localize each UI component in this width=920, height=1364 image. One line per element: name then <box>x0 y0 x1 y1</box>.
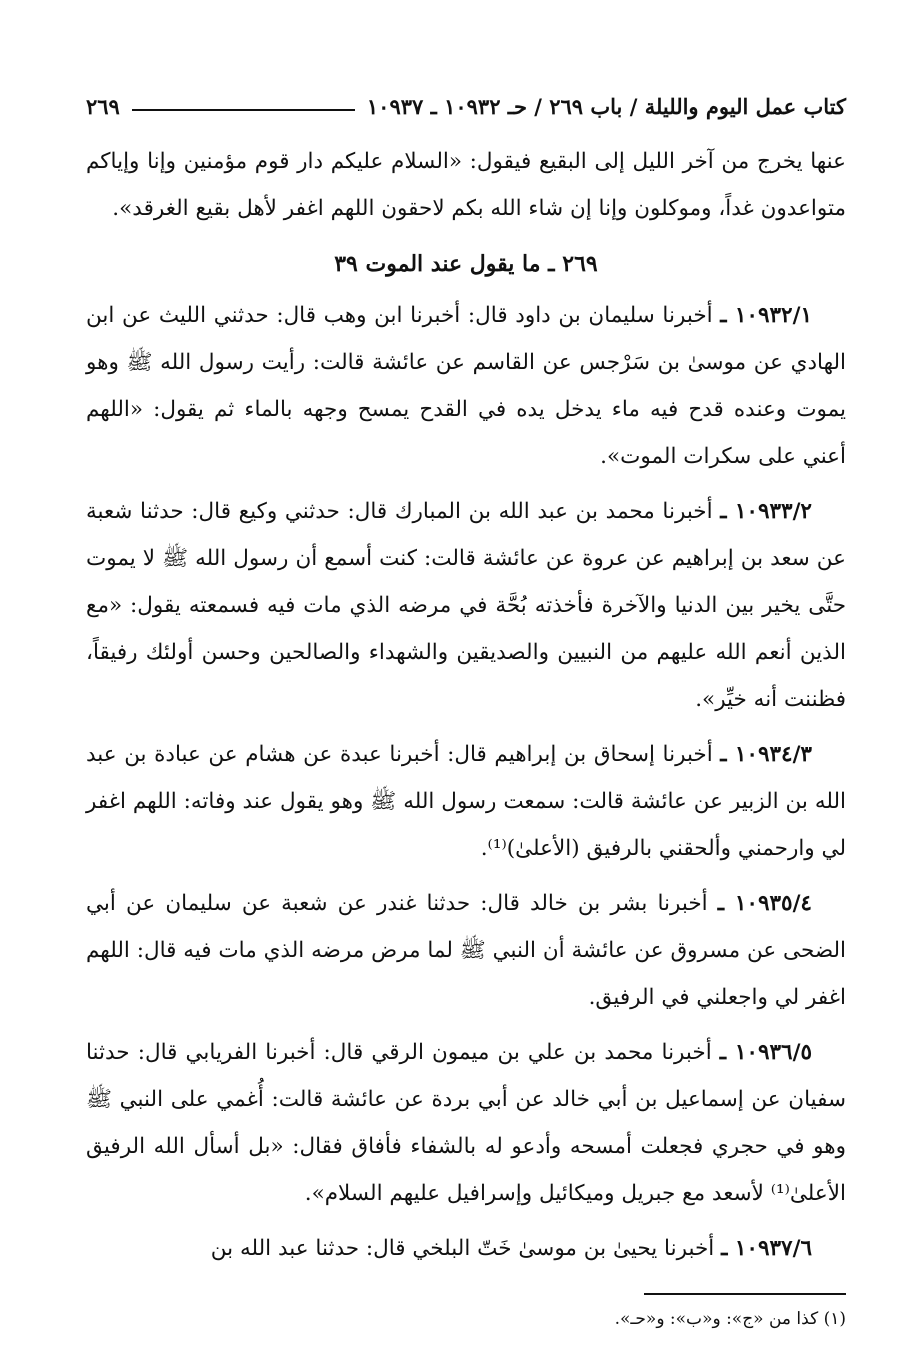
page-body <box>86 88 846 1272</box>
hadith-number: ١٠٩٣٤/٣ ـ <box>720 742 812 767</box>
hadith-text: أخبرنا إسحاق بن إبراهيم قال: أخبرنا عبدة عن هشام عن عبادة بن عبد الله بن الزبير عن عائشة قالت: سمعت رسول الله ﷺ وهو يقول عند وفاته: اللهم اغفر لي وارحمني وألحقني بالرفيق (الأعلىٰ)⁽¹⁾. <box>86 742 846 861</box>
hadith-text: أخبرنا بشر بن خالد قال: حدثنا غندر عن شعبة عن سليمان عن أبي الضحى عن مسروق عن عائشة أن النبي ﷺ لما مرض مرضه الذي مات فيه قال: اللهم اغفر لي واجعلني في الرفيق. <box>86 891 846 1010</box>
running-header-title: كتاب عمل اليوم والليلة / باب ٢٦٩ / حـ ١٠٩٣٢ ـ ١٠٩٣٧ <box>366 93 846 119</box>
hadith-10933 <box>86 488 846 723</box>
hadith-number: ١٠٩٣٧/٦ ـ <box>721 1236 812 1261</box>
running-header <box>86 88 846 124</box>
hadith-10932 <box>86 292 846 480</box>
hadith-10936 <box>86 1029 846 1217</box>
header-rule <box>132 109 355 111</box>
footnote-rule <box>644 1293 846 1295</box>
hadith-number: ١٠٩٣٣/٢ ـ <box>720 499 812 524</box>
hadith-10934 <box>86 731 846 872</box>
hadith-10935 <box>86 880 846 1021</box>
hadith-number: ١٠٩٣٥/٤ ـ <box>717 891 812 916</box>
hadith-10937 <box>86 1225 846 1272</box>
hadith-number: ١٠٩٣٦/٥ ـ <box>719 1040 812 1065</box>
hadith-text: أخبرنا سليمان بن داود قال: أخبرنا ابن وهب قال: حدثني الليث عن ابن الهادي عن موسىٰ بن سَرْجس عن القاسم عن عائشة قالت: رأيت رسول الله ﷺ وهو يموت وعنده قدح فيه ماء يدخل يده في القدح يمسح وجهه بالماء ثم يقول: «اللهم أعني على سكرات الموت». <box>86 303 846 469</box>
hadith-text: أخبرنا يحيىٰ بن موسىٰ خَتّ البلخي قال: حدثنا عبد الله بن <box>210 1236 715 1261</box>
hadith-text: أخبرنا محمد بن عبد الله بن المبارك قال: حدثني وكيع قال: حدثنا شعبة عن سعد بن إبراهيم عن عروة عن عائشة قالت: كنت أسمع أن رسول الله ﷺ لا يموت حتَّى يخير بين الدنيا والآخرة فأخذته بُحَّة في مرضه الذي مات فيه فسمعته يقول: «مع الذين أنعم الله عليهم من النبيين والصديقين والشهداء والصالحين وحسن أولئك رفيقاً، فظننت أنه خيِّر». <box>86 499 846 712</box>
page-number: ٢٦٩ <box>86 93 120 119</box>
continuation-paragraph: عنها يخرج من آخر الليل إلى البقيع فيقول: «السلام عليكم دار قوم مؤمنين وإنا وإياكم متواعدون غداً، وموكلون وإنا إن شاء الله بكم لاحقون اللهم اغفر لأهل بقيع الغرقد». <box>86 149 846 221</box>
hadith-number: ١٠٩٣٢/١ ـ <box>720 303 812 328</box>
hadith-text: أخبرنا محمد بن علي بن ميمون الرقي قال: أخبرنا الفريابي قال: حدثنا سفيان عن إسماعيل بن أبي خالد عن أبي بردة عن عائشة قالت: أُغمي على النبي ﷺ وهو في حجري فجعلت أمسحه وأدعو له بالشفاء فأفاق فقال: «بل أسأل الله الرفيق الأعلىٰ⁽¹⁾ لأسعد مع جبريل وميكائيل وإسرافيل عليهم السلام». <box>86 1040 846 1206</box>
chapter-heading: ٢٦٩ ـ ما يقول عند الموت ٣٩ <box>334 251 598 277</box>
footnote: (١) كذا من «ج»: و«ب»: و«حـ». <box>614 1309 846 1329</box>
